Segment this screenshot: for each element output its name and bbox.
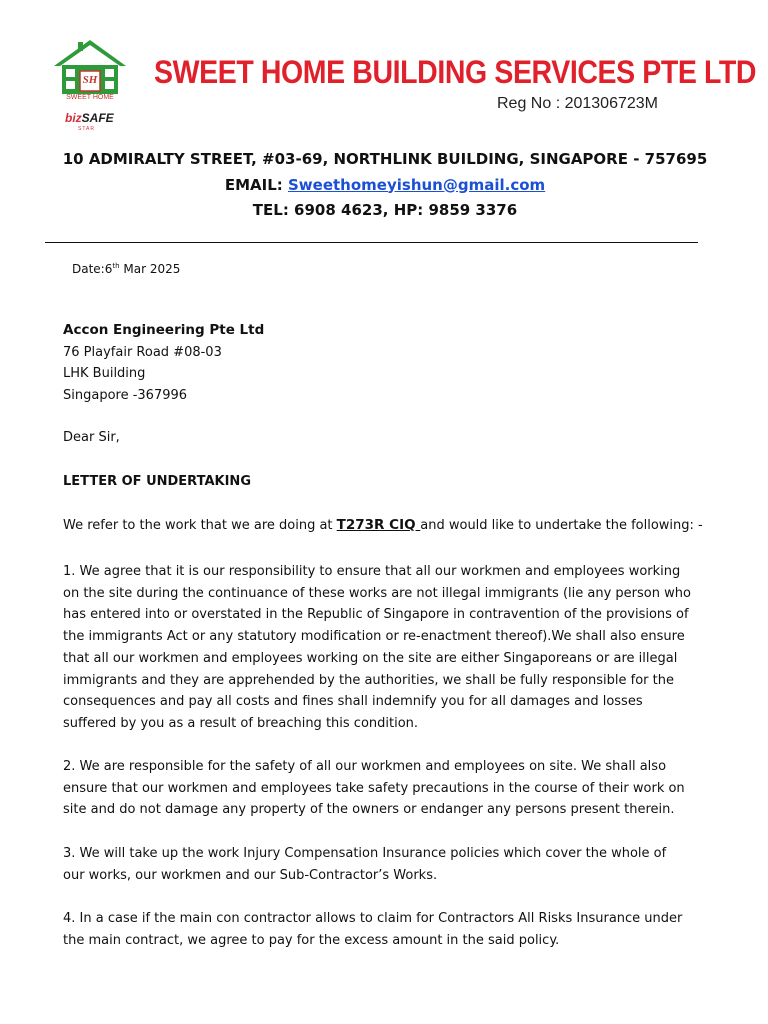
undertaking-paragraph-3: 3. We will take up the work Injury Compensation Insurance policies which cover the whole of our works, our workmen and our Sub-Contractor’s Works. [63,846,667,883]
company-contact-block [45,147,725,224]
date-suffix: Mar 2025 [119,262,181,276]
logo-caption: SWEET HOME [66,94,114,101]
telephone-line: TEL: 6908 4623, HP: 9859 3376 [252,201,518,219]
email-line [45,173,725,199]
date-prefix: Date:6 [72,262,113,276]
recipient-address-line-1: 76 Playfair Road #08-03 [63,344,222,360]
company-address: 10 ADMIRALTY STREET, #03-69, NORTHLINK BUILDING, SINGAPORE - 757695 [62,150,708,168]
undertaking-paragraph-1: 1. We agree that it is our responsibility to ensure that all our workmen and employees working on the site during the continuance of these works are not illegal immigrants (lie any person who has entered into or overstated in the Republic of Singapore in contravention of the provisions of the immigrants Act or any statutory modification or re-enactment thereof).We shall also ensure that all our workmen and employees working on the site are either Singaporeans or are illegal immigrants and they are apprehended by the authorities, we shall be fully responsible for the consequences and pay all costs and fines shall indemnify you for all damages and losses suffered by you as a result of breaching this condition. [63,564,691,731]
intro-after: and would like to undertake the following: - [420,518,703,533]
letter-date [72,262,180,276]
bizsafe-star: STAR [78,126,95,132]
bizsafe-badge [65,112,114,124]
header-divider [45,242,698,243]
email-link[interactable]: Sweethomeyishun@gmail.com [288,175,546,194]
intro-before: We refer to the work that we are doing at [63,518,337,533]
recipient-address-line-2: LHK Building [63,366,146,382]
salutation: Dear Sir, [63,430,120,445]
date-ordinal: th [112,262,120,270]
house-logo-icon [52,38,128,96]
bizsafe-biz: biz [65,111,82,125]
letter-subject: LETTER OF UNDERTAKING [63,474,251,489]
company-name: SWEET HOME BUILDING SERVICES PTE LTD [154,54,757,91]
bizsafe-safe: SAFE [81,111,114,125]
logo-monogram: SH [82,74,98,86]
company-logo [52,38,128,142]
intro-paragraph [63,517,703,533]
project-reference: T273R CIQ [336,517,421,533]
recipient-address-line-3: Singapore -367996 [63,388,188,404]
recipient-name: Accon Engineering Pte Ltd [63,322,265,338]
email-label: EMAIL: [224,175,288,194]
registration-number: Reg No : 201306723M [497,95,658,112]
undertaking-paragraph-4: 4. In a case if the main con contractor allows to claim for Contractors All Risks Insurance under the main contract, we agree to pay for the excess amount in the said policy. [63,911,683,948]
undertaking-paragraph-2: 2. We are responsible for the safety of all our workmen and employees on site. We shall also ensure that our workmen and employees take safety precautions in the course of their work on site and do not damage any property of the owners or endanger any persons present therein. [63,759,685,818]
recipient-block [63,320,264,407]
